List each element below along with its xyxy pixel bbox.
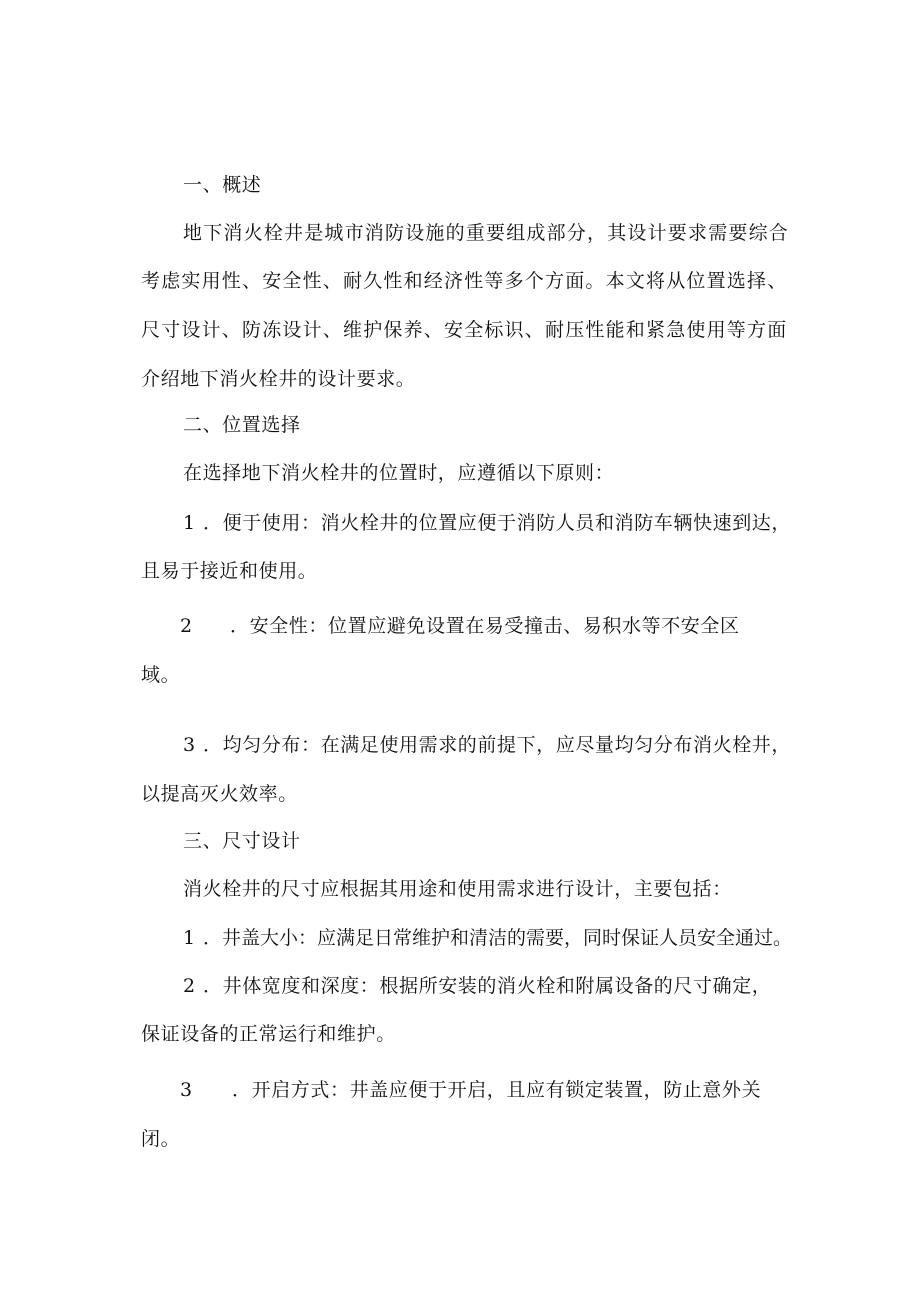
- list-item-line: [183, 925, 792, 951]
- list-item-number: 3: [183, 734, 196, 756]
- list-item-text: ．均匀分布：在满足使用需求的前提下，应尽量均匀分布消火栓井，: [203, 734, 792, 756]
- paragraph-line: 介绍地下消火栓井的设计要求。: [141, 368, 416, 390]
- section-heading-overview: 一、概述: [183, 174, 262, 196]
- list-item-continuation: 闭。: [141, 1128, 181, 1150]
- list-item-text: ．井体宽度和深度：根据所安装的消火栓和附属设备的尺寸确定，: [203, 975, 772, 997]
- list-item-number: 1: [183, 927, 196, 949]
- paragraph-line: 考虑实用性、安全性、耐久性和经济性等多个方面。本文将从位置选择、: [141, 270, 788, 292]
- list-item-text: ．便于使用：消火栓井的位置应便于消防人员和消防车辆快速到达，: [203, 512, 792, 534]
- list-item-number: 3: [180, 1079, 193, 1101]
- paragraph-line: 地下消火栓井是城市消防设施的重要组成部分，其设计要求需要综合: [183, 222, 790, 244]
- section-intro: 消火栓井的尺寸应根据其用途和使用需求进行设计，主要包括：: [183, 878, 732, 900]
- list-item-line: [183, 510, 791, 536]
- paragraph-line: 尺寸设计、防冻设计、维护保养、安全标识、耐压性能和紧急使用等方面: [141, 319, 788, 341]
- list-item-continuation: 以提高灭火效率。: [141, 783, 298, 805]
- list-item-continuation: 域。: [141, 664, 181, 686]
- list-item-line: [183, 732, 791, 758]
- list-item-number: 2: [183, 975, 196, 997]
- section-heading-location: 二、位置选择: [183, 414, 301, 436]
- list-item-number: 1: [183, 512, 196, 534]
- list-item-text: ．安全性：位置应避免设置在易受撞击、易积水等不安全区: [230, 615, 740, 637]
- list-item-line: [180, 613, 740, 639]
- list-item-number: 2: [180, 615, 193, 637]
- list-item-continuation: 且易于接近和使用。: [141, 560, 318, 582]
- list-item-text: ．开启方式：井盖应便于开启，且应有锁定装置，防止意外关: [232, 1079, 762, 1101]
- list-item-line: [180, 1077, 761, 1103]
- list-item-text: ．井盖大小：应满足日常维护和清洁的需要，同时保证人员安全通过。: [203, 927, 793, 949]
- section-intro: 在选择地下消火栓井的位置时，应遵循以下原则：: [183, 462, 615, 484]
- list-item-line: [183, 973, 771, 999]
- section-heading-size-design: 三、尺寸设计: [183, 830, 301, 852]
- list-item-continuation: 保证设备的正常运行和维护。: [141, 1023, 396, 1045]
